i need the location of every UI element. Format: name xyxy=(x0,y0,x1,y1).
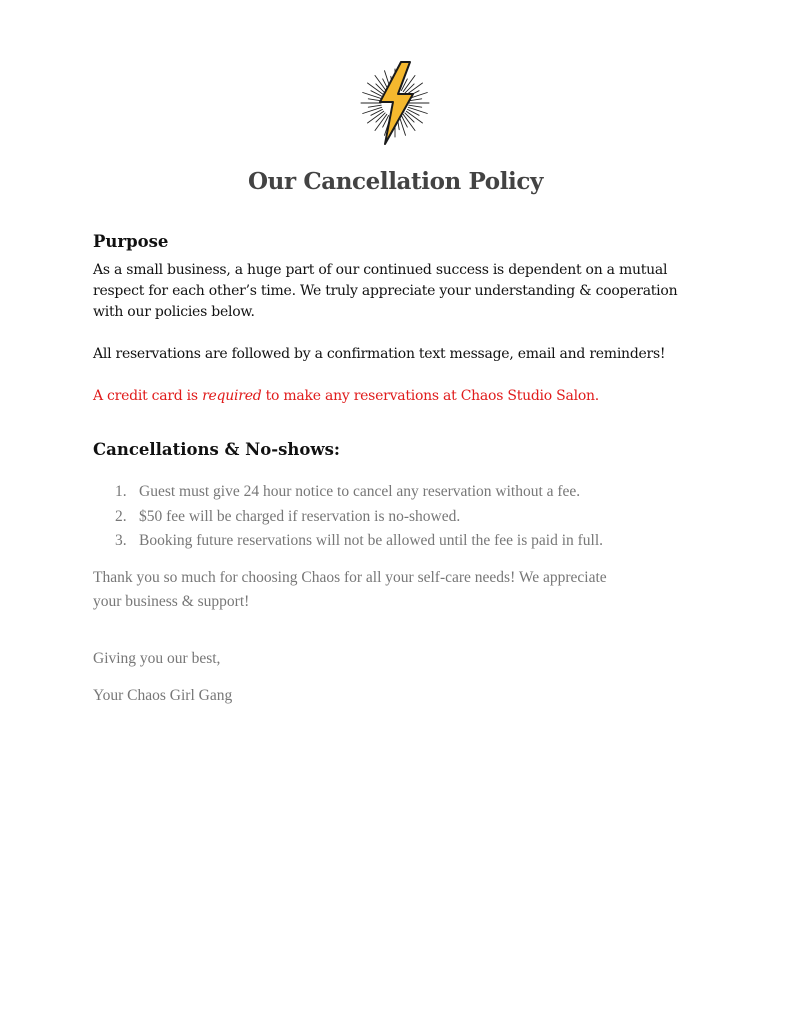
list-item xyxy=(93,481,603,506)
purpose-line: with our policies below. xyxy=(93,304,255,320)
credit-card-text-start: A credit card is xyxy=(93,388,203,404)
purpose-heading: Purpose xyxy=(93,232,169,251)
sunburst-ray xyxy=(363,107,382,113)
thank-you-line: Thank you so much for choosing Chaos for all your self-care needs! We appreciate xyxy=(93,569,607,586)
page-title: Our Cancellation Policy xyxy=(248,168,543,195)
sunburst-ray xyxy=(363,93,382,99)
list-item xyxy=(93,506,603,531)
list-item-text: Booking future reservations will not be allowed until the fee is paid in full. xyxy=(139,532,604,549)
lightning-bolt-icon xyxy=(358,58,432,148)
credit-card-notice xyxy=(93,386,703,407)
credit-card-required-emphasis: required xyxy=(202,388,262,404)
cancellations-heading: Cancellations & No-shows: xyxy=(93,440,340,459)
sunburst-ray xyxy=(368,99,381,101)
thank-you-paragraph xyxy=(93,566,703,614)
purpose-paragraph xyxy=(93,260,703,323)
confirmation-notice: All reservations are followed by a confirmation text message, email and reminders! xyxy=(93,346,666,362)
sunburst-ray xyxy=(399,116,405,135)
list-item-text: $50 fee will be charged if reservation is no-showed. xyxy=(139,507,461,525)
list-item xyxy=(93,530,603,555)
purpose-line: respect for each other’s time. We truly appreciate your understanding & cooperation xyxy=(93,283,678,299)
cancellation-policy-list xyxy=(93,481,603,555)
thank-you-line: your business & support! xyxy=(93,593,250,610)
credit-card-text-end: to make any reservations at Chaos Studio Salon. xyxy=(261,388,599,404)
list-item-number: 1. xyxy=(115,483,127,500)
sunburst-ray xyxy=(368,105,381,107)
signature: Your Chaos Girl Gang xyxy=(93,687,233,704)
sunburst-ray xyxy=(376,84,385,93)
list-item-number: 2. xyxy=(115,507,127,525)
sunburst-ray xyxy=(405,113,414,122)
list-item-text: Guest must give 24 hour notice to cancel any reservation without a fee. xyxy=(139,483,581,500)
sunburst-ray xyxy=(409,105,422,107)
sunburst-ray xyxy=(376,113,385,122)
sunburst-ray xyxy=(408,107,427,113)
purpose-line: As a small business, a huge part of our continued success is dependent on a mutual xyxy=(93,262,668,278)
sign-off: Giving you our best, xyxy=(93,650,221,667)
list-item-number: 3. xyxy=(115,532,127,549)
sunburst-ray xyxy=(405,84,414,93)
